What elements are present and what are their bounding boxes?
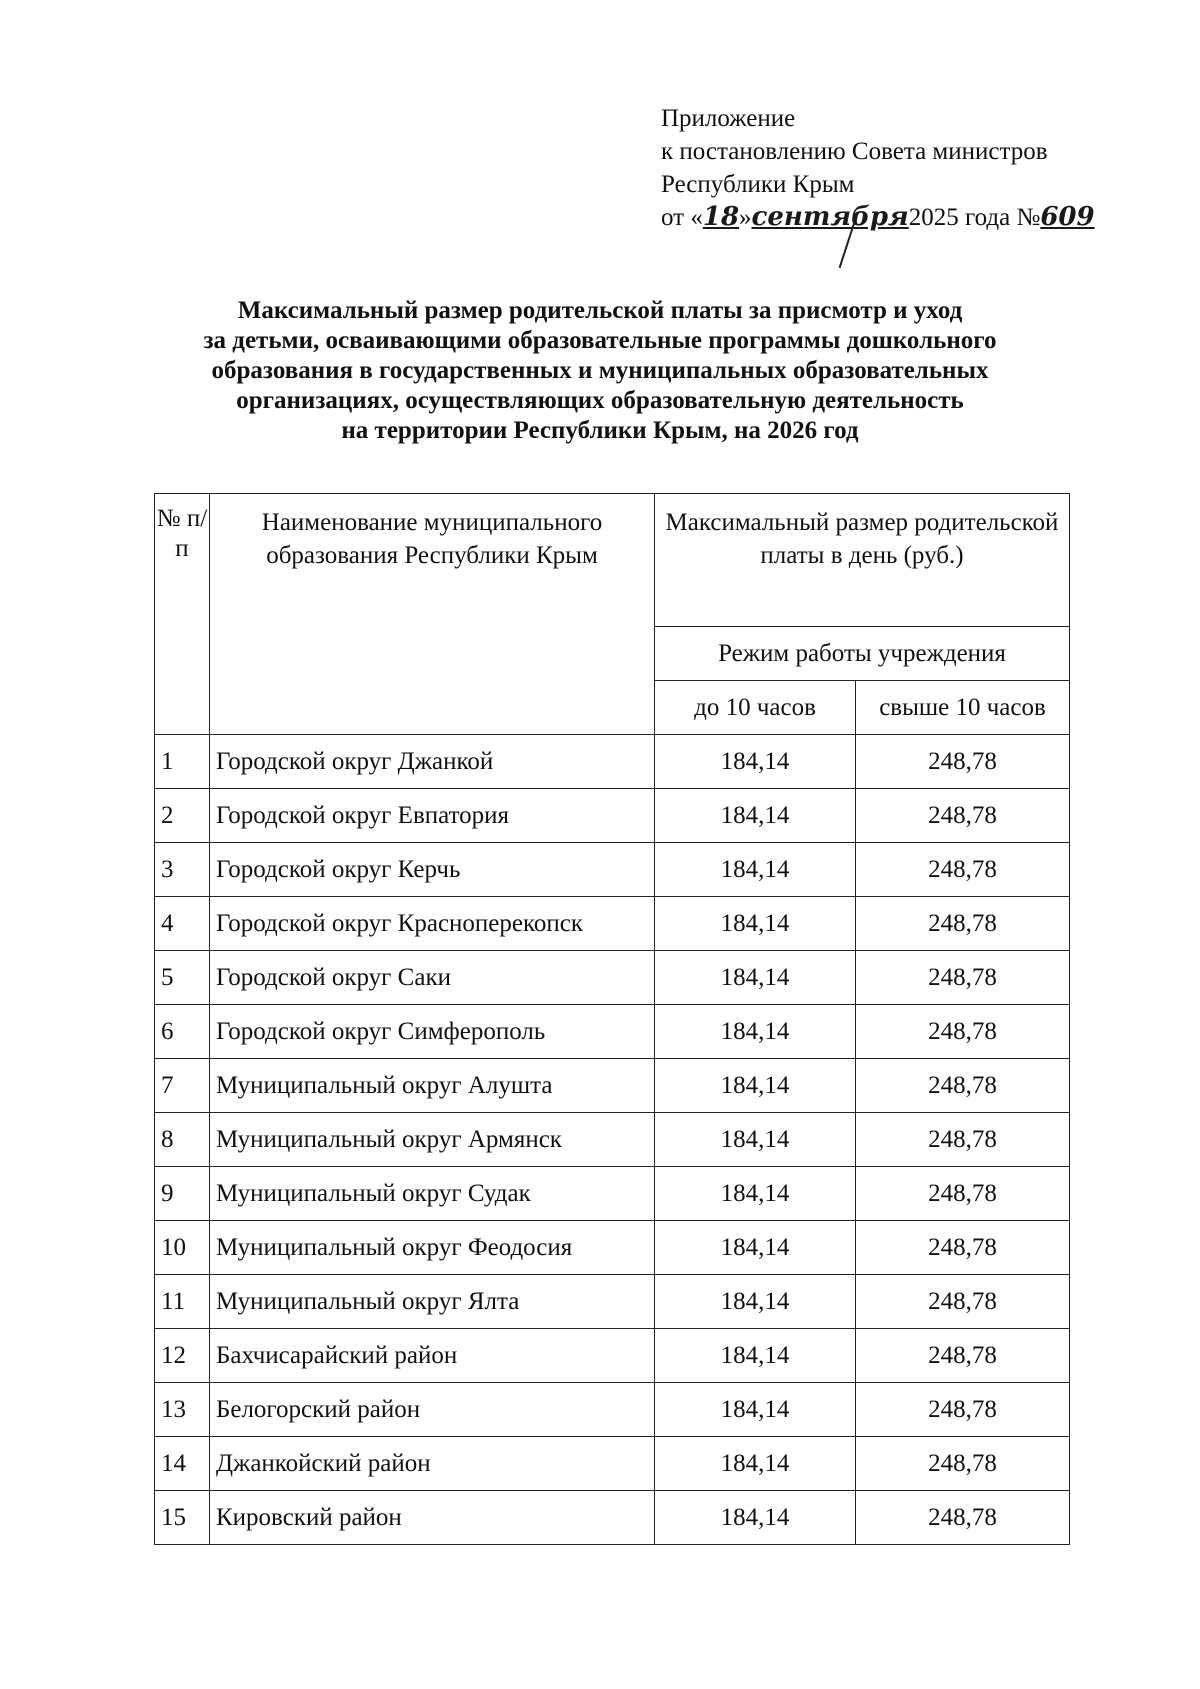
fee-over-10h: 248,78 [856,1221,1070,1275]
fee-up-to-10h: 184,14 [655,789,856,843]
fee-up-to-10h: 184,14 [655,1059,856,1113]
date-quote-close: » [739,204,752,231]
row-number: 2 [155,789,210,843]
municipality-name: Бахчисарайский район [210,1329,655,1383]
municipality-name: Муниципальный округ Армянск [210,1113,655,1167]
table-row [155,843,1070,897]
municipality-name: Городской округ Керчь [210,843,655,897]
fee-over-10h: 248,78 [856,1275,1070,1329]
table-row [155,1329,1070,1383]
row-number: 6 [155,1005,210,1059]
header-over-10h: свыше 10 часов [856,681,1070,735]
appendix-label: Приложение [661,105,796,132]
municipality-name: Кировский район [210,1491,655,1545]
fee-over-10h: 248,78 [856,951,1070,1005]
republic-name: Республики Крым [661,171,855,198]
municipality-name: Джанкойский район [210,1437,655,1491]
fee-up-to-10h: 184,14 [655,1329,856,1383]
fee-over-10h: 248,78 [856,1437,1070,1491]
municipality-name: Муниципальный округ Судак [210,1167,655,1221]
municipality-name: Городской округ Симферополь [210,1005,655,1059]
row-number: 3 [155,843,210,897]
title-line-4: организациях, осуществляющих образовательную деятельность [236,387,964,414]
fee-over-10h: 248,78 [856,1491,1070,1545]
municipality-name: Городской округ Джанкой [210,735,655,789]
fee-over-10h: 248,78 [856,1113,1070,1167]
table-row [155,1167,1070,1221]
table-row [155,735,1070,789]
row-number: 4 [155,897,210,951]
table-row [155,1221,1070,1275]
table-body [155,735,1070,1545]
handwritten-doc-number: 609 [1040,202,1095,232]
municipality-name: Городской округ Евпатория [210,789,655,843]
fee-up-to-10h: 184,14 [655,1113,856,1167]
row-number: 11 [155,1275,210,1329]
fee-up-to-10h: 184,14 [655,1167,856,1221]
fee-over-10h: 248,78 [856,1167,1070,1221]
title-line-1: Максимальный размер родительской платы за присмотр и уход [237,297,963,324]
row-number: 12 [155,1329,210,1383]
row-number: 5 [155,951,210,1005]
table-row [155,1005,1070,1059]
table-row [155,1059,1070,1113]
date-line [661,201,1095,234]
table-row [155,951,1070,1005]
municipality-name: Городской округ Красноперекопск [210,897,655,951]
fee-over-10h: 248,78 [856,1059,1070,1113]
header-number: № п/п [155,494,210,735]
municipality-name: Муниципальный округ Алушта [210,1059,655,1113]
date-year: 2025 года № [908,204,1041,231]
document-title [140,296,1060,446]
row-number: 15 [155,1491,210,1545]
header-work-mode: Режим работы учреждения [655,627,1070,681]
title-line-3: образования в государственных и муниципальных образовательных [211,357,989,384]
row-number: 10 [155,1221,210,1275]
fee-over-10h: 248,78 [856,789,1070,843]
title-line-5: на территории Республики Крым, на 2026 год [341,417,859,444]
fee-over-10h: 248,78 [856,1329,1070,1383]
table-row [155,1437,1070,1491]
resolution-reference: к постановлению Совета министров [661,138,1048,165]
fee-up-to-10h: 184,14 [655,843,856,897]
header-up-to-10h: до 10 часов [655,681,856,735]
fee-up-to-10h: 184,14 [655,897,856,951]
fee-up-to-10h: 184,14 [655,1383,856,1437]
municipality-name: Муниципальный округ Ялта [210,1275,655,1329]
fee-over-10h: 248,78 [856,1005,1070,1059]
table-row [155,1491,1070,1545]
table-row [155,1383,1070,1437]
header-municipality: Наименование муниципального образования Республики Крым [210,494,655,735]
fee-over-10h: 248,78 [856,843,1070,897]
fee-up-to-10h: 184,14 [655,1275,856,1329]
fee-up-to-10h: 184,14 [655,951,856,1005]
municipality-name: Городской округ Саки [210,951,655,1005]
row-number: 7 [155,1059,210,1113]
row-number: 14 [155,1437,210,1491]
table-row [155,1113,1070,1167]
row-number: 8 [155,1113,210,1167]
title-line-2: за детьми, осваивающими образовательные программы дошкольного [203,327,997,354]
handwritten-day: 18 [702,202,740,232]
header-max-fee: Максимальный размер родительской платы в день (руб.) [655,494,1070,627]
municipality-name: Белогорский район [210,1383,655,1437]
fees-table [154,493,1070,1545]
fee-over-10h: 248,78 [856,897,1070,951]
date-prefix: от « [661,204,703,231]
row-number: 9 [155,1167,210,1221]
table-row [155,897,1070,951]
fee-up-to-10h: 184,14 [655,1491,856,1545]
table-row [155,789,1070,843]
municipality-name: Муниципальный округ Феодосия [210,1221,655,1275]
fee-up-to-10h: 184,14 [655,1221,856,1275]
fee-over-10h: 248,78 [856,735,1070,789]
fee-up-to-10h: 184,14 [655,1005,856,1059]
row-number: 1 [155,735,210,789]
fee-over-10h: 248,78 [856,1383,1070,1437]
fee-up-to-10h: 184,14 [655,1437,856,1491]
handwritten-month: сентября [751,202,909,232]
row-number: 13 [155,1383,210,1437]
table-row [155,1275,1070,1329]
fee-up-to-10h: 184,14 [655,735,856,789]
appendix-header [661,102,1095,234]
